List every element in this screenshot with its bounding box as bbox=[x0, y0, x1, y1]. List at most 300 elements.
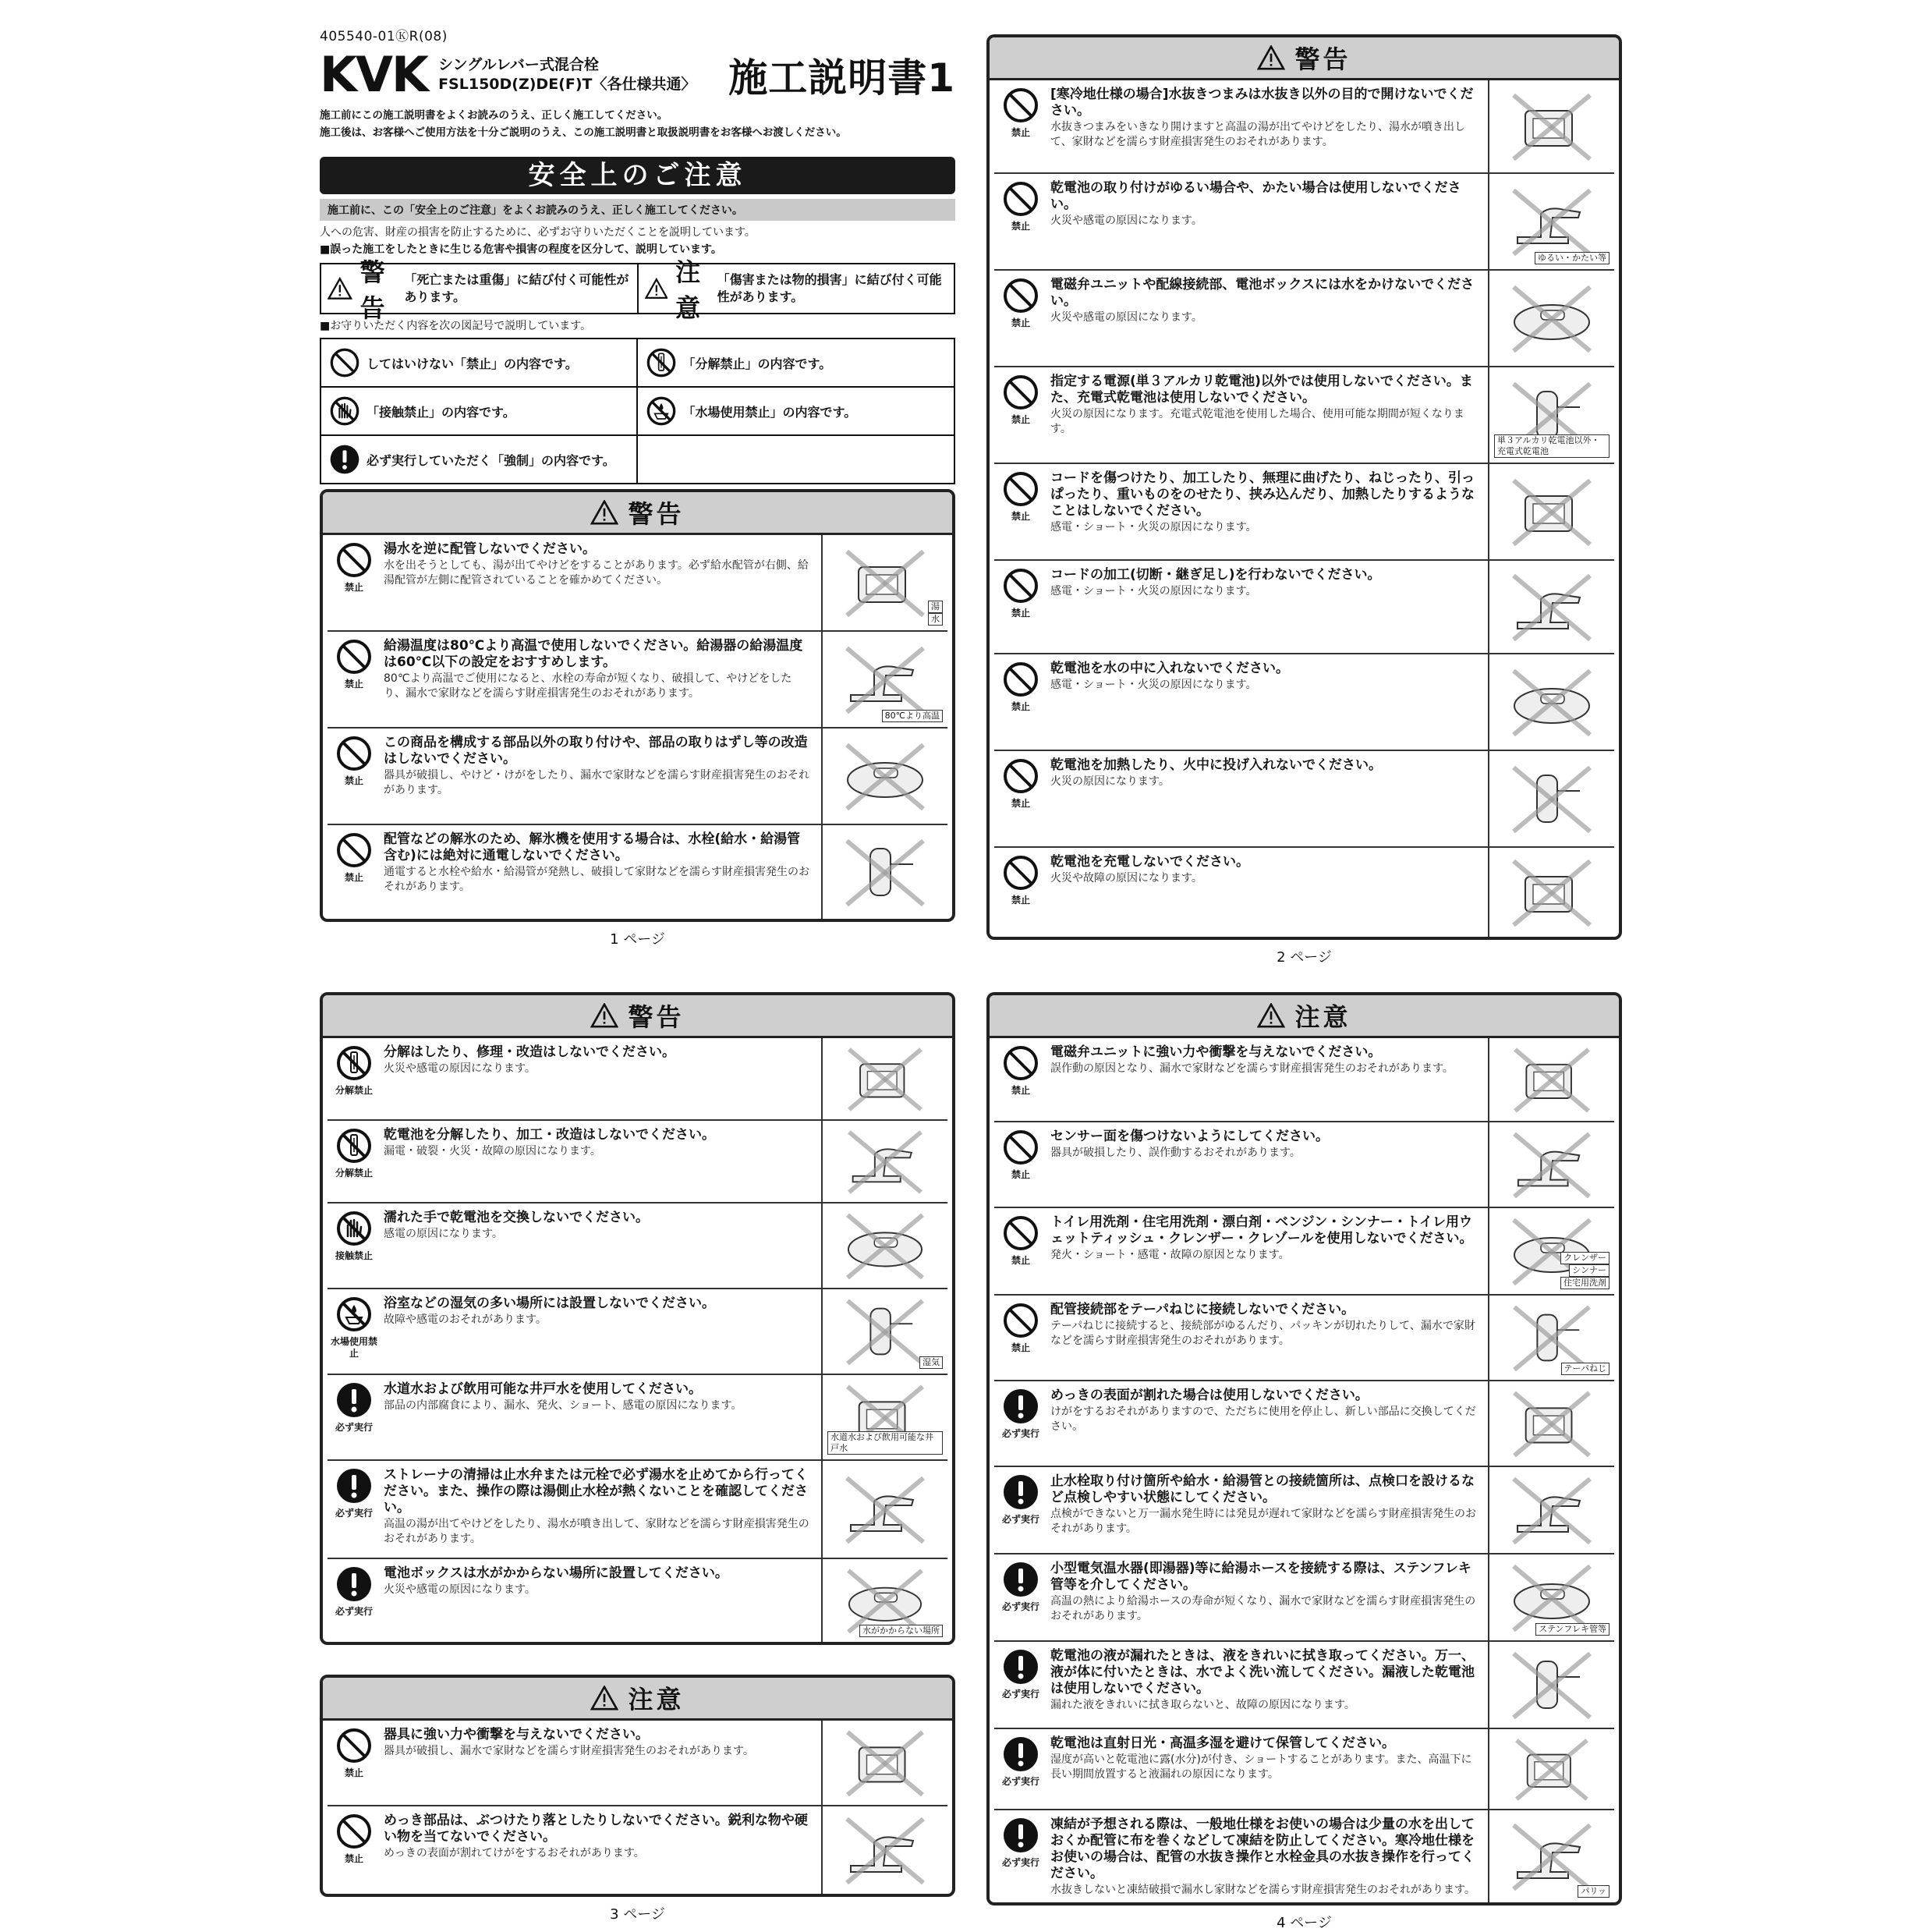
safety-item bbox=[994, 1381, 1614, 1467]
item-illustration bbox=[823, 1806, 947, 1894]
item-text bbox=[1047, 271, 1489, 366]
illustration-icon bbox=[827, 1042, 943, 1115]
panel-title: 警告 bbox=[628, 1002, 685, 1032]
item-symbol-label: 禁止 bbox=[1011, 895, 1030, 906]
item-heading: 電磁弁ユニットに強い力や衝撃を与えないでください。 bbox=[1050, 1044, 1382, 1060]
safety-item bbox=[328, 1559, 947, 1642]
item-symbol-label: 禁止 bbox=[344, 679, 363, 689]
safety-banner: 安全上のご注意 bbox=[320, 157, 955, 194]
illustration-icon bbox=[827, 1207, 943, 1284]
item-symbol-label: 禁止 bbox=[1011, 1169, 1030, 1180]
item-symbol-label: 必ず実行 bbox=[1001, 1601, 1039, 1612]
item-text bbox=[381, 1806, 823, 1894]
prohibited-icon bbox=[1002, 1302, 1039, 1339]
illustration-caption: ステンフレキ管等 bbox=[1535, 1623, 1610, 1636]
mandatory-icon bbox=[329, 444, 360, 475]
document-title: 施工説明書1 bbox=[728, 55, 955, 101]
item-text bbox=[1047, 1122, 1489, 1207]
symbols-intro: ■お守りいただく内容を次の図記号で説明しています。 bbox=[320, 320, 592, 332]
illustration-icon bbox=[1494, 1646, 1610, 1724]
item-heading: この商品を構成する部品以外の取り付けや、部品の取りはずし等の改造はしないでください。 bbox=[384, 735, 808, 767]
item-text bbox=[1047, 1729, 1489, 1809]
prohibited-icon bbox=[335, 831, 373, 869]
warning-panel-page-1 bbox=[320, 489, 955, 922]
prohibited-icon bbox=[1002, 1214, 1039, 1252]
prohibited-icon bbox=[1002, 567, 1039, 604]
product-name bbox=[438, 55, 696, 94]
item-heading: 器具に強い力や衝撃を与えないでください。 bbox=[384, 1727, 649, 1742]
warning-panel-page-3 bbox=[320, 992, 955, 1645]
symbol-legend-text: 「分解禁止」の内容です。 bbox=[682, 356, 832, 371]
prohibited-icon bbox=[335, 541, 373, 579]
symbol-legend-item bbox=[638, 339, 954, 388]
item-symbol bbox=[994, 464, 1047, 559]
item-illustration bbox=[1489, 561, 1614, 653]
item-body: 発火・ショート・感電・故障の原因となります。 bbox=[1050, 1249, 1290, 1261]
safety-item bbox=[994, 1296, 1614, 1381]
safety-item bbox=[994, 80, 1614, 174]
item-heading: 乾電池を加熱したり、火中に投げ入れないでください。 bbox=[1050, 757, 1382, 773]
item-text bbox=[1047, 1642, 1489, 1728]
safety-item bbox=[328, 728, 947, 825]
item-body: 器具が破損し、漏水で家財などを濡らす財産損害発生のおそれがあります。 bbox=[384, 1745, 754, 1757]
item-text bbox=[1047, 848, 1489, 937]
item-symbol-label: 禁止 bbox=[1011, 317, 1030, 328]
item-heading: 配管接続部をテーパねじに接続しないでください。 bbox=[1050, 1302, 1355, 1317]
warning-triangle-icon bbox=[590, 1686, 618, 1710]
prohibited-icon bbox=[1002, 277, 1039, 314]
prohibited-icon bbox=[335, 638, 373, 675]
item-illustration bbox=[823, 1204, 947, 1288]
item-heading: 電磁弁ユニットや配線接続部、電池ボックスには水をかけないでください。 bbox=[1050, 277, 1475, 309]
safety-item bbox=[328, 1721, 947, 1806]
item-illustration bbox=[1489, 367, 1614, 463]
item-symbol-label: 必ず実行 bbox=[335, 1508, 373, 1519]
item-body: 感電・ショート・火災の原因になります。 bbox=[1050, 521, 1257, 534]
item-text bbox=[1047, 174, 1489, 269]
item-text bbox=[381, 1461, 823, 1558]
safety-item bbox=[994, 1122, 1614, 1208]
item-symbol bbox=[994, 654, 1047, 750]
item-body: 器具が破損したり、誤作動するおそれがあります。 bbox=[1050, 1147, 1301, 1159]
item-heading: ストレーナの清掃は止水弁または元栓で必ず湯水を止めてから行ってください。また、操作の際は湯側止水栓が熱くないことを確認してください。 bbox=[384, 1467, 808, 1515]
illustration-caption: ゆるい・かたい等 bbox=[1535, 252, 1610, 264]
panel-header bbox=[323, 1678, 952, 1721]
warning-triangle-icon bbox=[590, 1003, 618, 1028]
warning-panel-page-2 bbox=[986, 34, 1622, 940]
no-wet-area-icon bbox=[335, 1296, 373, 1333]
item-symbol bbox=[328, 1721, 381, 1805]
item-text bbox=[381, 1375, 823, 1459]
item-symbol bbox=[994, 848, 1047, 937]
item-body: 漏電・破裂・火災・故障の原因になります。 bbox=[384, 1145, 601, 1157]
mandatory-icon bbox=[1002, 1473, 1039, 1511]
symbol-legend-item bbox=[321, 436, 638, 483]
item-symbol bbox=[994, 1122, 1047, 1207]
illustration-icon bbox=[1494, 1471, 1610, 1549]
item-symbol bbox=[328, 1806, 381, 1894]
item-heading: 小型電気温水器(即湯器)等に給湯ホースを接続する際は、ステンフレキ管等を介してください。 bbox=[1050, 1561, 1471, 1593]
page-number: 3 ページ bbox=[610, 1906, 665, 1923]
item-illustration bbox=[823, 1375, 947, 1459]
intro-line-2: 施工後は、お客様へご使用方法を十分ご説明のうえ、この施工説明書と取扱説明書をお客様へお渡しください。 bbox=[320, 126, 847, 139]
item-heading: めっき部品は、ぶつけたり落としたりしないでください。鋭利な物や硬い物を当てないでください。 bbox=[384, 1813, 808, 1845]
item-symbol-label: 分解禁止 bbox=[335, 1168, 373, 1179]
illustration-caption: シンナー bbox=[1569, 1264, 1610, 1277]
item-text bbox=[1047, 561, 1489, 653]
mandatory-icon bbox=[1002, 1388, 1039, 1425]
item-heading: 指定する電源(単３アルカリ乾電池)以外では使用しないでください。また、充電式乾電池は使用しないでください。 bbox=[1050, 374, 1473, 406]
safety-item bbox=[328, 1204, 947, 1289]
item-symbol-label: 接触禁止 bbox=[335, 1250, 373, 1261]
item-symbol bbox=[994, 1810, 1047, 1902]
safety-line-2: ■誤った施工をしたときに生じる危害や損害の程度を区分して、説明しています。 bbox=[320, 243, 722, 256]
safety-line-1: 人への危害、財産の損害を防止するために、必ずお守りいただくことを説明しています。 bbox=[320, 226, 756, 239]
item-symbol bbox=[994, 174, 1047, 269]
item-body: 誤作動の原因となり、漏水で家財などを濡らす財産損害発生のおそれがあります。 bbox=[1050, 1062, 1454, 1075]
item-symbol bbox=[328, 535, 381, 630]
item-symbol bbox=[994, 751, 1047, 846]
page-number: 2 ページ bbox=[1277, 949, 1332, 966]
item-illustration bbox=[1489, 271, 1614, 366]
safety-item bbox=[994, 464, 1614, 561]
item-illustration bbox=[823, 1461, 947, 1558]
brand-logo: KVK bbox=[320, 46, 428, 103]
item-symbol bbox=[328, 1204, 381, 1288]
safety-item bbox=[328, 1121, 947, 1204]
item-symbol-label: 水場使用禁止 bbox=[330, 1336, 377, 1359]
item-text bbox=[1047, 1296, 1489, 1380]
symbol-legend-item bbox=[321, 339, 638, 388]
item-body: 水抜きつまみをいきなり開けますと高温の湯が出てやけどをしたり、湯水が噴き出して、家財などを濡らす財産損害発生のおそれがあります。 bbox=[1050, 121, 1465, 148]
item-illustration bbox=[1489, 174, 1614, 269]
item-illustration bbox=[1489, 1642, 1614, 1728]
item-heading: コードの加工(切断・継ぎ足し)を行わないでください。 bbox=[1050, 567, 1381, 583]
panel-header bbox=[990, 37, 1619, 80]
item-symbol-label: 禁止 bbox=[344, 582, 363, 593]
safety-item bbox=[994, 1554, 1614, 1642]
safety-item bbox=[994, 367, 1614, 464]
item-illustration bbox=[1489, 1208, 1614, 1294]
item-body: 水を出そうとしても、湯が出てやけどをすることがあります。必ず給水配管が右側、給湯配管が左側に配管されていることを確かめてください。 bbox=[384, 559, 809, 587]
item-symbol bbox=[994, 1554, 1047, 1640]
document-id: 405540-01ⓀR(08) bbox=[320, 29, 448, 44]
item-text bbox=[381, 728, 823, 824]
item-illustration bbox=[823, 632, 947, 727]
item-heading: 凍結が予想される際は、一般地仕様をお使いの場合は少量の水を出しておくか配管に布を巻くなどして凍結を防止してください。寒冷地仕様をお使いの場合は、配管の水抜き操作と水栓金具の水抜き操作を行ってください。 bbox=[1050, 1817, 1475, 1881]
item-symbol-label: 禁止 bbox=[344, 1767, 363, 1778]
safety-item bbox=[328, 825, 947, 919]
page-2 bbox=[986, 34, 1622, 966]
item-symbol-label: 必ず実行 bbox=[1001, 1428, 1039, 1439]
item-body: 高温の湯が出てやけどをしたり、湯水が噴き出して、家財などを濡らす財産損害発生のおそれがあります。 bbox=[384, 1518, 809, 1545]
illustration-icon bbox=[1494, 1385, 1610, 1462]
severity-warning-desc: 「死亡または重傷」に結び付く可能性があります。 bbox=[404, 272, 629, 304]
item-text bbox=[1047, 654, 1489, 750]
item-symbol bbox=[994, 1729, 1047, 1809]
item-illustration bbox=[1489, 80, 1614, 172]
item-heading: 乾電池の液が漏れたときは、液をきれいに拭き取ってください。万一、液が体に付いたときは、水でよく洗い流してください。漏液した乾電池は使用しないでください。 bbox=[1050, 1648, 1475, 1696]
warning-triangle-icon bbox=[645, 275, 668, 303]
prohibited-icon bbox=[1002, 470, 1039, 508]
item-heading: 止水栓取り付け箇所や給水・給湯管との接続箇所は、点検口を設けるなど点検しやすい状態にしてください。 bbox=[1050, 1473, 1475, 1505]
item-heading: 乾電池の取り付けがゆるい場合や、かたい場合は使用しないでください。 bbox=[1050, 180, 1461, 212]
safety-item bbox=[994, 654, 1614, 751]
page-number: 4 ページ bbox=[1277, 1915, 1332, 1931]
item-illustration bbox=[823, 1038, 947, 1119]
illustration-icon bbox=[827, 1465, 943, 1554]
item-illustration bbox=[1489, 1381, 1614, 1466]
item-heading: 配管などの解氷のため、解氷機を使用する場合は、水栓(給水・給湯管含む)には絶対に通電しないでください。 bbox=[384, 831, 801, 863]
symbol-legend-item bbox=[321, 388, 638, 436]
panel-title: 注意 bbox=[1294, 1002, 1351, 1032]
caution-panel-page-4 bbox=[986, 992, 1622, 1905]
page-3 bbox=[320, 992, 955, 1923]
item-text bbox=[1047, 367, 1489, 463]
item-illustration bbox=[1489, 1729, 1614, 1809]
item-body: 点検ができないと万一漏水発生時には発見が遅れて家財などを濡らす財産損害発生のおそれがあります。 bbox=[1050, 1508, 1476, 1535]
item-symbol-label: 禁止 bbox=[1011, 1085, 1030, 1096]
mandatory-icon bbox=[1002, 1561, 1039, 1598]
illustration-caption: 住宅用洗剤 bbox=[1560, 1277, 1610, 1289]
disassembly-prohibited-icon bbox=[335, 1044, 373, 1082]
item-heading: 乾電池を充電しないでください。 bbox=[1050, 854, 1249, 870]
item-symbol bbox=[994, 271, 1047, 366]
safety-item bbox=[328, 632, 947, 728]
item-illustration bbox=[1489, 654, 1614, 750]
item-body: テーパねじに接続すると、接続部がゆるんだり、パッキンが切れたりして、漏水で家財などを濡らす財産損害発生のおそれがあります。 bbox=[1050, 1320, 1475, 1347]
product-line-1: シングルレバー式混合栓 bbox=[438, 56, 599, 73]
intro-line-1: 施工前にこの施工説明書をよくお読みのうえ、正しく施工してください。 bbox=[320, 109, 668, 122]
item-symbol-label: 必ず実行 bbox=[1001, 1689, 1039, 1700]
item-symbol-label: 禁止 bbox=[1011, 414, 1030, 425]
item-text bbox=[1047, 80, 1489, 172]
item-symbol-label: 禁止 bbox=[1011, 798, 1030, 809]
item-body: 火災や感電の原因になります。 bbox=[384, 1062, 536, 1075]
item-illustration bbox=[1489, 464, 1614, 559]
symbol-legend-text: 「水場使用禁止」の内容です。 bbox=[682, 404, 857, 420]
panel-title: 警告 bbox=[1294, 44, 1351, 74]
warning-triangle-icon bbox=[328, 275, 352, 303]
item-heading: 給湯温度は80℃より高温で使用しないでください。給湯器の給湯温度は60℃以下の設定をおすすめします。 bbox=[384, 638, 803, 670]
illustration-icon bbox=[827, 829, 943, 915]
illustration-caption: 単３アルカリ乾電池以外・充電式乾電池 bbox=[1494, 434, 1610, 458]
item-body: 故障や感電のおそれがあります。 bbox=[384, 1313, 547, 1326]
item-illustration bbox=[823, 825, 947, 919]
prohibited-icon bbox=[1002, 87, 1039, 124]
item-heading: めっきの表面が割れた場合は使用しないでください。 bbox=[1050, 1388, 1369, 1403]
prohibited-icon bbox=[335, 1727, 373, 1764]
severity-caution bbox=[637, 257, 954, 323]
item-heading: 濡れた手で乾電池を交換しないでください。 bbox=[384, 1210, 649, 1225]
item-symbol bbox=[994, 1038, 1047, 1121]
severity-warning-label: 警告 bbox=[359, 257, 385, 323]
item-symbol bbox=[328, 1121, 381, 1202]
item-symbol bbox=[328, 1038, 381, 1119]
warning-triangle-icon bbox=[590, 500, 618, 525]
item-body: 感電の原因になります。 bbox=[384, 1228, 503, 1240]
illustration-icon bbox=[1494, 1733, 1610, 1805]
item-heading: 湯水を逆に配管しないでください。 bbox=[384, 541, 596, 557]
item-symbol-label: 禁止 bbox=[1011, 511, 1030, 522]
safety-item bbox=[994, 751, 1614, 848]
warning-triangle-icon bbox=[1257, 45, 1285, 70]
item-symbol bbox=[994, 1642, 1047, 1728]
panel-header bbox=[990, 995, 1619, 1038]
prohibited-icon bbox=[1002, 757, 1039, 795]
item-illustration bbox=[823, 535, 947, 630]
item-body: 火災や感電の原因になります。 bbox=[384, 1583, 536, 1596]
item-symbol bbox=[328, 1559, 381, 1642]
severity-legend bbox=[320, 257, 955, 323]
safety-item bbox=[328, 1375, 947, 1461]
document-header bbox=[320, 48, 955, 102]
illustration-caption: クレンザー bbox=[1560, 1252, 1610, 1264]
item-symbol bbox=[994, 1381, 1047, 1466]
illustration-icon bbox=[1494, 275, 1610, 362]
item-text bbox=[1047, 464, 1489, 559]
item-symbol-label: 禁止 bbox=[344, 775, 363, 786]
item-text bbox=[1047, 1467, 1489, 1553]
item-illustration bbox=[823, 1121, 947, 1202]
safety-item bbox=[328, 1289, 947, 1375]
item-symbol bbox=[328, 1375, 381, 1459]
safety-note: 施工前に、この「安全上のご注意」をよくお読みのうえ、正しく施工してください。 bbox=[320, 199, 955, 221]
item-symbol bbox=[328, 1289, 381, 1374]
item-illustration bbox=[1489, 1554, 1614, 1640]
item-body: けがをするおそれがありますので、ただちに使用を停止し、新しい部品に交換してください。 bbox=[1050, 1406, 1476, 1433]
disassembly-prohibited-icon bbox=[335, 1127, 373, 1165]
mandatory-icon bbox=[335, 1467, 373, 1505]
item-illustration bbox=[823, 1559, 947, 1642]
safety-item bbox=[994, 1467, 1614, 1554]
illustration-icon bbox=[1494, 852, 1610, 933]
item-illustration bbox=[823, 1721, 947, 1805]
item-illustration bbox=[823, 728, 947, 824]
safety-item bbox=[994, 1642, 1614, 1729]
prohibited-icon bbox=[1002, 1044, 1039, 1082]
safety-item bbox=[994, 1810, 1614, 1902]
item-body: 部品の内部腐食により、漏水、発火、ショート、感電の原因になります。 bbox=[384, 1399, 742, 1412]
illustration-icon bbox=[1494, 755, 1610, 842]
prohibited-icon bbox=[335, 1813, 373, 1850]
disassembly-prohibited-icon bbox=[646, 347, 677, 378]
illustration-icon bbox=[827, 1810, 943, 1890]
illustration-caption: 80℃より高温 bbox=[882, 710, 943, 722]
item-illustration bbox=[1489, 1038, 1614, 1121]
mandatory-icon bbox=[1002, 1648, 1039, 1686]
illustration-icon bbox=[1494, 565, 1610, 649]
item-symbol bbox=[994, 1296, 1047, 1380]
illustration-icon bbox=[827, 1725, 943, 1801]
item-heading: [寒冷地仕様の場合]水抜きつまみは水抜き以外の目的で開けないでください。 bbox=[1050, 87, 1474, 119]
item-symbol bbox=[994, 80, 1047, 172]
item-symbol-label: 禁止 bbox=[1011, 701, 1030, 712]
item-body: めっきの表面が割れてけがをするおそれがあります。 bbox=[384, 1847, 645, 1859]
item-heading: トイレ用洗剤・住宅用洗剤・漂白剤・ベンジン・シンナー・トイレ用ウェットティッシュ・クレンザー・クレゾールを使用しないでください。 bbox=[1050, 1214, 1473, 1246]
item-symbol-label: 禁止 bbox=[1011, 1342, 1030, 1353]
illustration-caption: 湯 bbox=[928, 601, 943, 613]
item-body: 火災や感電の原因になります。 bbox=[1050, 311, 1202, 324]
item-symbol bbox=[994, 367, 1047, 463]
item-heading: 浴室などの湿気の多い場所には設置しないでください。 bbox=[384, 1296, 715, 1311]
safety-item bbox=[328, 1461, 947, 1559]
severity-caution-label: 注意 bbox=[675, 257, 701, 323]
mandatory-icon bbox=[1002, 1735, 1039, 1773]
page-number: 1 ページ bbox=[610, 931, 665, 948]
item-symbol-label: 禁止 bbox=[344, 1853, 363, 1864]
no-touch-icon bbox=[335, 1210, 373, 1247]
item-body: 火災の原因になります。 bbox=[1050, 775, 1170, 788]
item-symbol bbox=[328, 632, 381, 727]
no-wet-area-icon bbox=[646, 395, 677, 427]
mandatory-icon bbox=[335, 1381, 373, 1419]
symbol-legend-text: 「接触禁止」の内容です。 bbox=[367, 404, 515, 420]
symbol-legend-item bbox=[638, 388, 954, 436]
illustration-caption: 湿気 bbox=[919, 1356, 943, 1369]
illustration-icon bbox=[1494, 658, 1610, 746]
item-text bbox=[381, 1289, 823, 1374]
prohibited-icon bbox=[1002, 374, 1039, 411]
item-illustration bbox=[1489, 1467, 1614, 1553]
item-body: 感電・ショート・火災の原因になります。 bbox=[1050, 679, 1257, 691]
item-text bbox=[1047, 751, 1489, 846]
symbol-legend bbox=[320, 338, 955, 484]
item-body: 通電すると水栓や給水・給湯管が発熱し、破損して家財などを濡らす財産損害発生のおそれがあります。 bbox=[384, 866, 809, 893]
illustration-caption: 水 bbox=[928, 613, 943, 626]
item-illustration bbox=[1489, 848, 1614, 937]
item-symbol-label: 禁止 bbox=[1011, 127, 1030, 138]
illustration-icon bbox=[1494, 1042, 1610, 1117]
illustration-icon bbox=[827, 1125, 943, 1198]
severity-warning bbox=[321, 257, 637, 323]
illustration-icon bbox=[827, 732, 943, 820]
item-text bbox=[381, 1559, 823, 1642]
safety-item bbox=[328, 535, 947, 632]
item-symbol bbox=[328, 728, 381, 824]
prohibited-icon bbox=[1002, 1129, 1039, 1166]
item-heading: 電池ボックスは水がかからない場所に設置してください。 bbox=[384, 1565, 728, 1581]
item-symbol bbox=[994, 561, 1047, 653]
item-text bbox=[381, 632, 823, 727]
safety-item bbox=[994, 1038, 1614, 1122]
safety-item bbox=[994, 848, 1614, 937]
item-text bbox=[381, 825, 823, 919]
symbol-legend-text: してはいけない「禁止」の内容です。 bbox=[367, 356, 578, 371]
item-text bbox=[381, 1038, 823, 1119]
prohibited-icon bbox=[1002, 854, 1039, 892]
item-symbol bbox=[994, 1208, 1047, 1294]
item-illustration bbox=[1489, 1810, 1614, 1902]
item-text bbox=[1047, 1554, 1489, 1640]
item-symbol-label: 禁止 bbox=[1011, 1255, 1030, 1266]
item-illustration bbox=[823, 1289, 947, 1374]
item-symbol-label: 分解禁止 bbox=[335, 1085, 373, 1096]
item-symbol-label: 必ず実行 bbox=[335, 1606, 373, 1617]
item-symbol-label: 必ず実行 bbox=[1001, 1857, 1039, 1868]
safety-item bbox=[994, 271, 1614, 367]
item-symbol-label: 禁止 bbox=[1011, 608, 1030, 619]
item-symbol bbox=[994, 1467, 1047, 1553]
item-body: 水抜きしないと凍結破損で漏水し家財などを濡らす財産損害発生のおそれがあります。 bbox=[1050, 1884, 1475, 1896]
panel-title: 注意 bbox=[628, 1685, 685, 1714]
item-text bbox=[1047, 1381, 1489, 1466]
product-line-2: FSL150D(Z)DE(F)T〈各仕様共通〉 bbox=[438, 76, 696, 93]
panel-header bbox=[323, 995, 952, 1038]
illustration-caption: 水がかからない場所 bbox=[859, 1625, 943, 1637]
illustration-icon bbox=[827, 539, 943, 626]
item-body: 感電・ショート・火災の原因になります。 bbox=[1050, 585, 1257, 597]
